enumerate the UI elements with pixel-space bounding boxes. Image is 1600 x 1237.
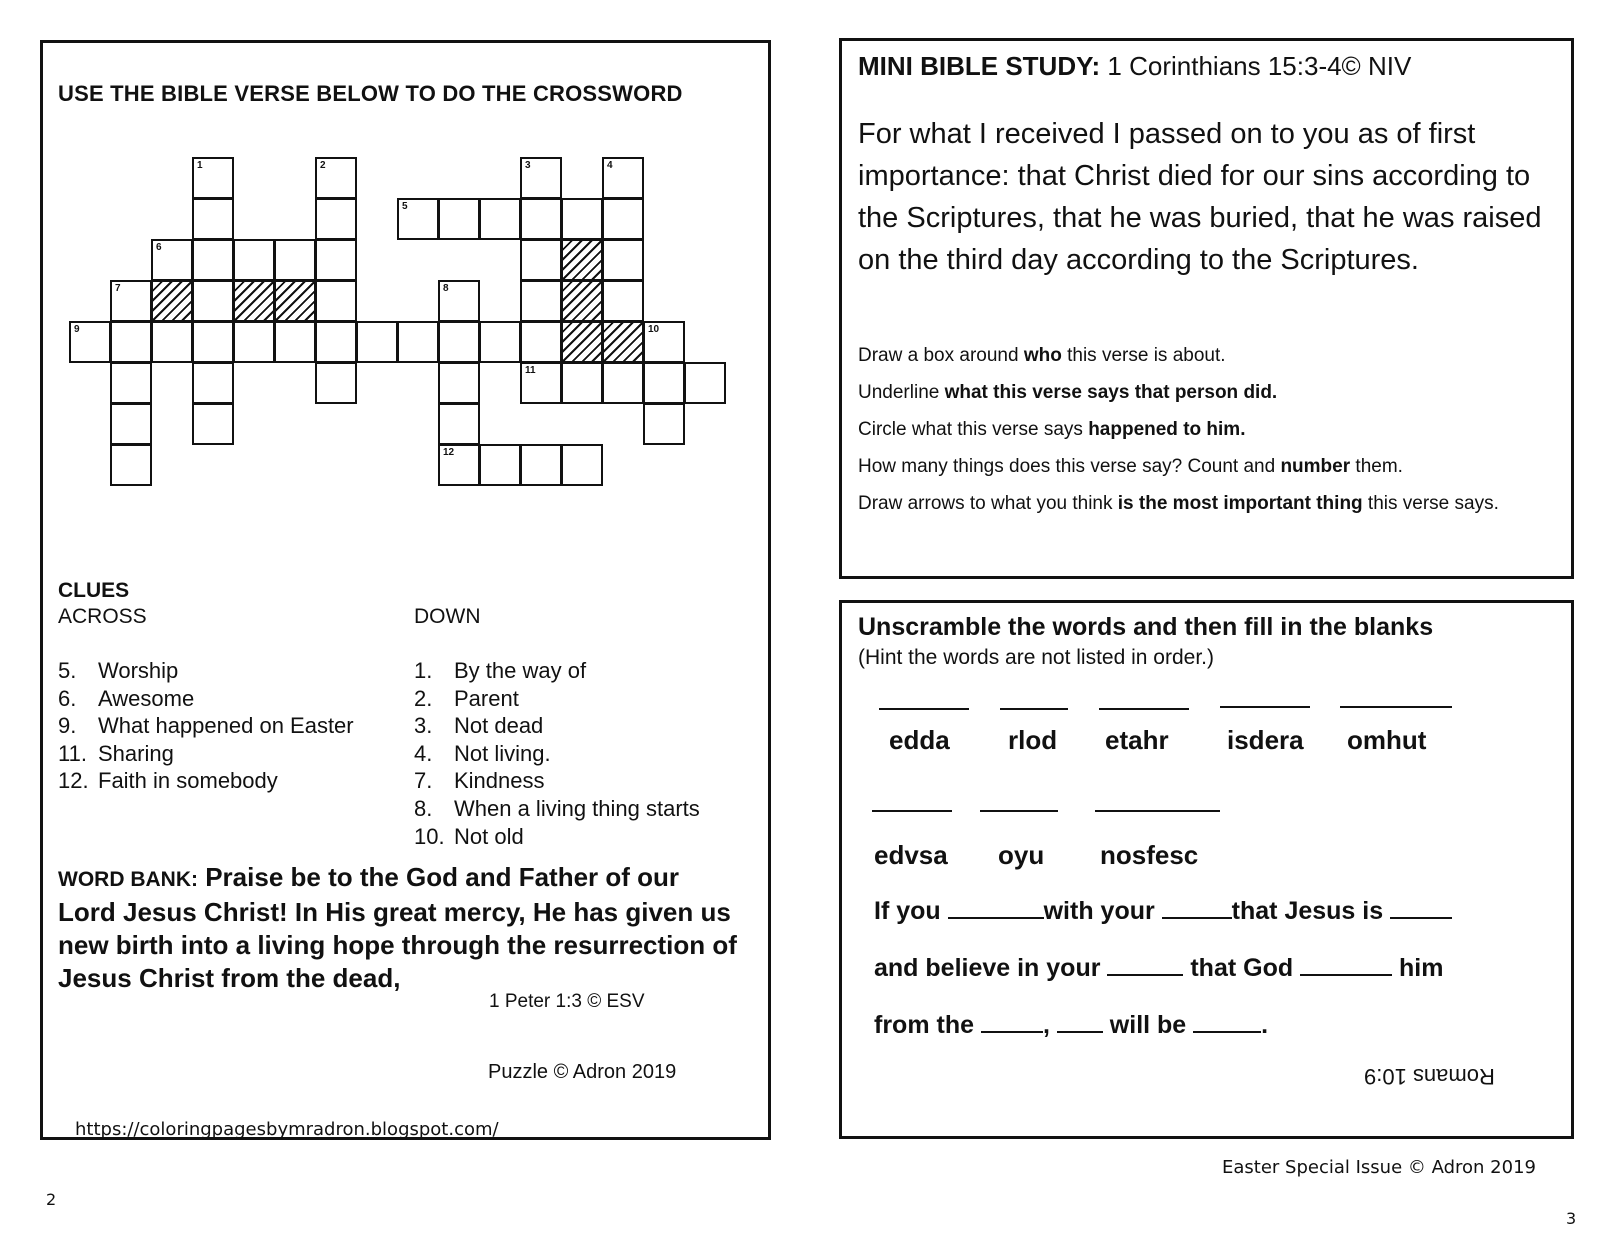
crossword-cell[interactable] bbox=[479, 198, 521, 240]
scrambled-word: rlod bbox=[1008, 725, 1058, 755]
crossword-cell[interactable] bbox=[192, 362, 234, 404]
crossword-cell[interactable] bbox=[520, 444, 562, 486]
crossword-cell[interactable] bbox=[479, 444, 521, 486]
fill-sentence-line: and believe in your that God him bbox=[874, 954, 1444, 982]
clue-number: 4 bbox=[607, 160, 613, 171]
scrambled-word: edda bbox=[889, 725, 950, 755]
clue-number: 8 bbox=[443, 283, 449, 294]
shaded-cell bbox=[151, 280, 193, 322]
issue-copyright: Easter Special Issue © Adron 2019 bbox=[1222, 1157, 1536, 1178]
crossword-cell[interactable] bbox=[438, 362, 480, 404]
crossword-cell[interactable] bbox=[315, 280, 357, 322]
crossword-cell[interactable] bbox=[520, 321, 562, 363]
crossword-cell[interactable] bbox=[643, 321, 685, 363]
crossword-cell[interactable] bbox=[192, 198, 234, 240]
answer-blank[interactable] bbox=[1095, 810, 1220, 812]
across-clue: 9. What happened on Easter bbox=[58, 713, 354, 739]
answer-blank[interactable] bbox=[1000, 708, 1068, 710]
clue-number: 6 bbox=[156, 242, 162, 253]
crossword-cell[interactable] bbox=[151, 321, 193, 363]
crossword-cell[interactable] bbox=[192, 280, 234, 322]
clue-number: 2 bbox=[320, 160, 326, 171]
crossword-cell[interactable] bbox=[438, 444, 480, 486]
down-clue: 2. Parent bbox=[414, 685, 519, 711]
website-url: https://coloringpagesbymradron.blogspot.com/ bbox=[75, 1119, 499, 1140]
answer-blank[interactable] bbox=[872, 810, 952, 812]
fill-blank[interactable] bbox=[1162, 897, 1232, 919]
crossword-cell[interactable] bbox=[69, 321, 111, 363]
shaded-cell bbox=[233, 280, 275, 322]
down-clue: 8. When a living thing starts bbox=[414, 795, 700, 821]
crossword-cell[interactable] bbox=[561, 362, 603, 404]
across-clues bbox=[58, 657, 354, 795]
fill-blank[interactable] bbox=[948, 897, 1044, 919]
crossword-cell[interactable] bbox=[192, 403, 234, 445]
down-heading: DOWN bbox=[414, 605, 481, 628]
down-clues bbox=[414, 657, 700, 850]
scrambled-word: isdera bbox=[1227, 725, 1304, 755]
scrambled-word: etahr bbox=[1105, 725, 1169, 755]
crossword-cell[interactable] bbox=[520, 239, 562, 281]
scrambled-word: nosfesc bbox=[1100, 840, 1199, 870]
shaded-cell bbox=[602, 321, 644, 363]
crossword-cell[interactable] bbox=[315, 198, 357, 240]
crossword-cell[interactable] bbox=[602, 157, 644, 199]
crossword-cell[interactable] bbox=[192, 157, 234, 199]
down-clue: 10. Not old bbox=[414, 823, 524, 849]
shaded-cell bbox=[561, 280, 603, 322]
scrambled-word: oyu bbox=[998, 840, 1045, 870]
crossword-cell[interactable] bbox=[438, 280, 480, 322]
crossword-cell[interactable] bbox=[602, 198, 644, 240]
down-clue: 4. Not living. bbox=[414, 740, 551, 766]
crossword-cell[interactable] bbox=[151, 239, 193, 281]
scrambled-word: edvsa bbox=[874, 840, 948, 870]
crossword-cell[interactable] bbox=[315, 157, 357, 199]
answer-blank[interactable] bbox=[879, 708, 969, 710]
fill-blank[interactable] bbox=[1390, 897, 1452, 919]
page-number-left: 2 bbox=[46, 1190, 57, 1209]
clue-number: 5 bbox=[402, 201, 408, 212]
unscramble-panel bbox=[839, 600, 1574, 1139]
crossword-cell[interactable] bbox=[110, 280, 152, 322]
crossword-cell[interactable] bbox=[602, 362, 644, 404]
answer-blank[interactable] bbox=[1220, 706, 1310, 708]
study-title: MINI BIBLE STUDY: 1 Corinthians 15:3-4© NIV bbox=[858, 51, 1412, 81]
down-clue: 3. Not dead bbox=[414, 713, 544, 739]
study-task: Circle what this verse says happened to him. bbox=[858, 419, 1246, 440]
crossword-cell[interactable] bbox=[315, 239, 357, 281]
crossword-cell[interactable] bbox=[233, 239, 275, 281]
shaded-cell bbox=[274, 280, 316, 322]
crossword-cell[interactable] bbox=[110, 444, 152, 486]
bible-study-panel bbox=[839, 38, 1574, 579]
word-bank bbox=[58, 861, 738, 995]
clue-number: 7 bbox=[115, 283, 121, 294]
crossword-cell[interactable] bbox=[684, 362, 726, 404]
crossword-cell[interactable] bbox=[274, 239, 316, 281]
clue-number: 11 bbox=[525, 365, 536, 376]
crossword-cell[interactable] bbox=[602, 280, 644, 322]
word-bank-citation: 1 Peter 1:3 © ESV bbox=[489, 991, 645, 1012]
unscramble-hint: (Hint the words are not listed in order.) bbox=[858, 646, 1214, 669]
fill-blank[interactable] bbox=[1193, 1011, 1261, 1033]
verse-text: For what I received I passed on to you as of first importance: that Christ died for our sins according to the Scriptures, that he was buried, that he was raised on the third day according to the Scriptures. bbox=[858, 118, 1542, 276]
crossword-cell[interactable] bbox=[602, 239, 644, 281]
fill-blank[interactable] bbox=[1300, 954, 1392, 976]
crossword-cell[interactable] bbox=[192, 239, 234, 281]
crossword-cell[interactable] bbox=[438, 198, 480, 240]
clue-number: 3 bbox=[525, 160, 531, 171]
crossword-cell[interactable] bbox=[110, 403, 152, 445]
fill-blank[interactable] bbox=[1057, 1011, 1103, 1033]
down-clue: 7. Kindness bbox=[414, 768, 545, 794]
crossword-cell[interactable] bbox=[274, 321, 316, 363]
crossword-cell[interactable] bbox=[561, 198, 603, 240]
crossword-cell[interactable] bbox=[561, 444, 603, 486]
fill-sentence-line: from the , will be . bbox=[874, 1011, 1269, 1039]
across-clue: 11. Sharing bbox=[58, 740, 174, 766]
crossword-cell[interactable] bbox=[520, 362, 562, 404]
across-clue: 5. Worship bbox=[58, 658, 179, 683]
crossword-cell[interactable] bbox=[110, 362, 152, 404]
clue-number: 10 bbox=[648, 324, 660, 335]
clue-number: 1 bbox=[197, 160, 203, 171]
crossword-cell[interactable] bbox=[110, 321, 152, 363]
clues-heading: CLUES bbox=[58, 579, 130, 602]
scripture-reference-upside-down: Romans 10:9 bbox=[1364, 1064, 1495, 1089]
crossword-cell[interactable] bbox=[356, 321, 398, 363]
answer-blank[interactable] bbox=[1099, 708, 1189, 710]
crossword-cell[interactable] bbox=[397, 198, 439, 240]
crossword-cell[interactable] bbox=[315, 321, 357, 363]
across-heading: ACROSS bbox=[58, 605, 147, 628]
across-clue: 6. Awesome bbox=[58, 685, 195, 711]
crossword-cell[interactable] bbox=[315, 362, 357, 404]
unscramble-title: Unscramble the words and then fill in the blanks bbox=[858, 613, 1434, 641]
fill-blank[interactable] bbox=[1107, 954, 1183, 976]
study-task: How many things does this verse say? Count and number them. bbox=[858, 456, 1403, 477]
fill-blank[interactable] bbox=[981, 1011, 1043, 1033]
word-bank-label: WORD BANK: bbox=[58, 868, 198, 891]
study-task: Underline what this verse says that person did. bbox=[858, 382, 1278, 403]
across-clue: 12. Faith in somebody bbox=[58, 768, 278, 794]
crossword-cell[interactable] bbox=[397, 321, 439, 363]
crossword-panel bbox=[40, 40, 771, 1140]
crossword-cell[interactable] bbox=[192, 321, 234, 363]
clue-number: 9 bbox=[74, 324, 80, 335]
word-bank-text: Praise be to the God and Father of our Lord Jesus Christ! In His great mercy, He has given us new birth into a living hope through the resurrection of Jesus Christ from the dead, bbox=[58, 862, 737, 993]
answer-blank[interactable] bbox=[1340, 706, 1452, 708]
crossword-cell[interactable] bbox=[643, 362, 685, 404]
crossword-cell[interactable] bbox=[520, 280, 562, 322]
crossword-cell[interactable] bbox=[479, 321, 521, 363]
puzzle-copyright: Puzzle © Adron 2019 bbox=[488, 1061, 677, 1083]
answer-blank[interactable] bbox=[980, 810, 1058, 812]
scrambled-word: omhut bbox=[1347, 725, 1427, 755]
crossword-cell[interactable] bbox=[233, 321, 275, 363]
clue-number: 12 bbox=[443, 447, 455, 458]
crossword-cell[interactable] bbox=[520, 157, 562, 199]
crossword-cell[interactable] bbox=[438, 403, 480, 445]
crossword-title: USE THE BIBLE VERSE BELOW TO DO THE CROSSWORD bbox=[58, 81, 683, 106]
crossword-cell[interactable] bbox=[520, 198, 562, 240]
fill-sentence-line: If you with your that Jesus is bbox=[874, 897, 1452, 926]
study-task: Draw arrows to what you think is the most important thing this verse says. bbox=[858, 493, 1499, 514]
page-number-right: 3 bbox=[1566, 1209, 1577, 1228]
shaded-cell bbox=[561, 239, 603, 281]
crossword-cell[interactable] bbox=[438, 321, 480, 363]
down-clue: 1. By the way of bbox=[414, 658, 587, 683]
shaded-cell bbox=[561, 321, 603, 363]
crossword-cell[interactable] bbox=[643, 403, 685, 445]
study-tasks bbox=[858, 344, 1558, 529]
study-task: Draw a box around who this verse is about. bbox=[858, 345, 1226, 366]
